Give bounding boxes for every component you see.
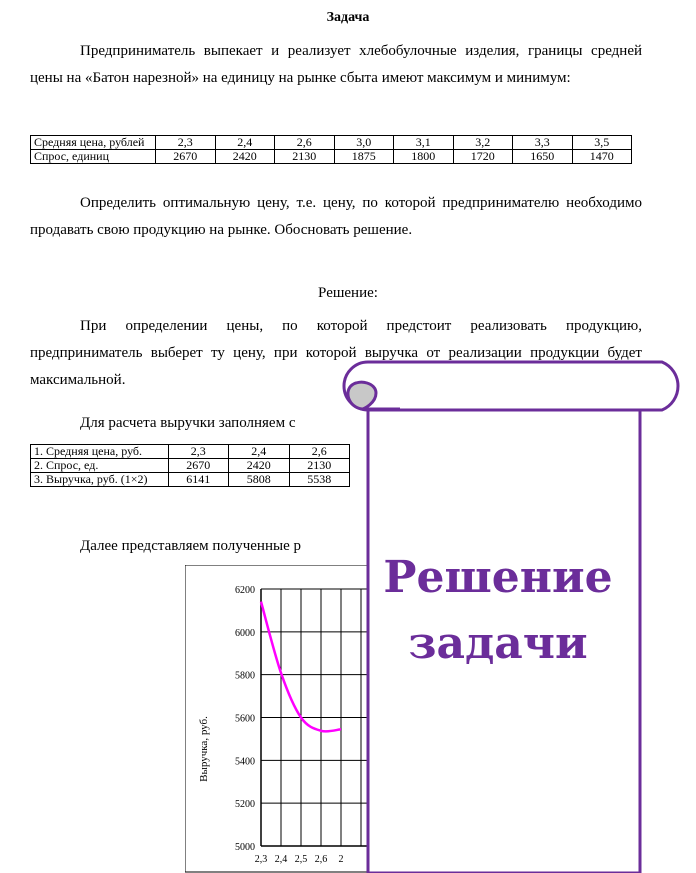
table-cell: 2420 xyxy=(215,150,275,164)
table-cell: 2,6 xyxy=(289,445,350,459)
table-row xyxy=(31,445,350,459)
chart-y-tick-label: 6000 xyxy=(235,627,255,639)
calc-paragraph xyxy=(30,410,350,437)
table-cell: 2130 xyxy=(289,459,350,473)
table-cell: 5808 xyxy=(229,473,290,487)
chart-x-tick-label: 2 xyxy=(338,854,344,865)
table-cell: Средняя цена, рублей xyxy=(31,136,156,150)
solution-text: При определении цены, по которой предстоит реализовать продукцию, предприниматель выберет ту цену, при которой выручка от реализации продукции будет максимальной. xyxy=(30,318,642,388)
table-cell: Спрос, единиц xyxy=(31,150,156,164)
table-cell: 5538 xyxy=(289,473,350,487)
table-cell: 2670 xyxy=(156,150,216,164)
task-paragraph xyxy=(30,190,642,244)
chart-x-tick-label: 2,6 xyxy=(314,854,328,865)
table-cell: 2,3 xyxy=(168,445,229,459)
chart-y-tick-label: 5800 xyxy=(235,670,255,682)
table-cell: 3,5 xyxy=(572,136,632,150)
table-row xyxy=(31,473,350,487)
table-cell: 1650 xyxy=(513,150,573,164)
solution-heading: Решение: xyxy=(318,285,378,301)
table-row xyxy=(31,150,632,164)
table-cell: 2670 xyxy=(168,459,229,473)
table-cell: 3,0 xyxy=(334,136,394,150)
task-text: Определить оптимальную цену, т.е. цену, по которой предпринимателю необходимо продавать свою продукцию на рынке. Обосновать решение. xyxy=(30,195,642,238)
table-cell: 2,3 xyxy=(156,136,216,150)
table-cell: 6141 xyxy=(168,473,229,487)
chart-y-tick-label: 6200 xyxy=(235,585,255,596)
table-cell: 3,2 xyxy=(453,136,513,150)
table-cell: 1720 xyxy=(453,150,513,164)
chart-x-tick-label: 2,5 xyxy=(294,854,308,865)
table-cell: 2130 xyxy=(275,150,335,164)
scroll-title xyxy=(358,545,638,677)
chart-y-tick-label: 5400 xyxy=(235,756,255,768)
revenue-table xyxy=(30,444,350,487)
scroll-title-line-1: Решение xyxy=(383,552,613,603)
chart-y-tick-label: 5000 xyxy=(235,842,255,853)
table-cell: 2,4 xyxy=(215,136,275,150)
intro-paragraph xyxy=(30,38,642,92)
table-cell: 1875 xyxy=(334,150,394,164)
table-cell: 2. Спрос, ед. xyxy=(31,459,169,473)
table-row xyxy=(31,136,632,150)
table-cell: 2420 xyxy=(229,459,290,473)
price-demand-table xyxy=(30,135,632,164)
intro-text: Предприниматель выпекает и реализует хлебобулочные изделия, границы средней цены на «Батон нарезной» на единицу на рынке сбыта имеют максимум и минимум: xyxy=(30,43,642,86)
table-cell: 1800 xyxy=(394,150,454,164)
table-cell: 3,1 xyxy=(394,136,454,150)
chart-x-tick-label: 2,3 xyxy=(254,854,268,865)
chart-y-tick-label: 5600 xyxy=(235,713,255,725)
doc-title: Задача xyxy=(326,10,370,25)
table-cell: 3,3 xyxy=(513,136,573,150)
table-cell: 1. Средняя цена, руб. xyxy=(31,445,169,459)
chart-y-axis-label: Выручка, руб. xyxy=(198,716,210,782)
chart-intro-text: Далее представляем полученные р xyxy=(80,538,301,554)
table-row xyxy=(31,459,350,473)
table-cell: 3. Выручка, руб. (1×2) xyxy=(31,473,169,487)
scroll-title-line-2: задачи xyxy=(408,618,588,669)
table-cell: 1470 xyxy=(572,150,632,164)
chart-y-tick-label: 5200 xyxy=(235,799,255,811)
table-cell: 2,4 xyxy=(229,445,290,459)
calc-text: Для расчета выручки заполняем с xyxy=(80,415,296,431)
chart-intro-paragraph xyxy=(30,533,350,560)
table-cell: 2,6 xyxy=(275,136,335,150)
chart-x-tick-label: 2,4 xyxy=(274,854,288,865)
